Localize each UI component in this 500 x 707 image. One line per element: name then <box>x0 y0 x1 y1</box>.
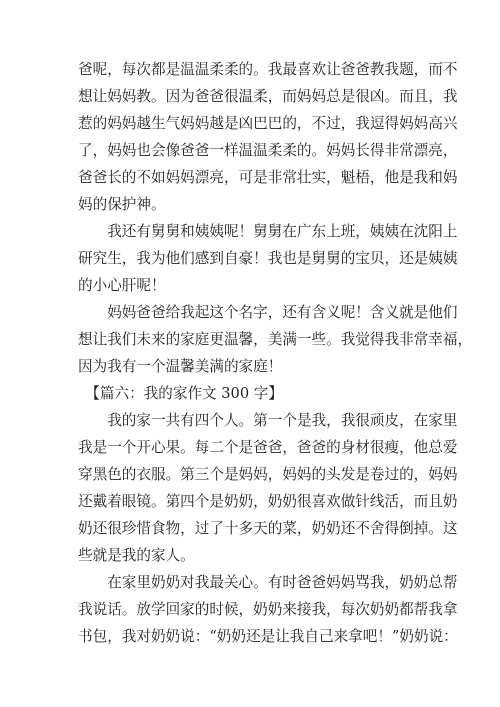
text-line: 妈的保护神。 <box>78 196 166 213</box>
text-line: 因为我有一个温馨美满的家庭！ <box>78 358 283 375</box>
text-line: 妈妈爸爸给我起这个名字，还有含义呢！含义就是他们 <box>78 304 458 321</box>
text-line: 我还有舅舅和姨姨呢！舅舅在广东上班，姨姨在沈阳上 <box>78 223 458 240</box>
text-line: 惹的妈妈越生气妈妈越是凶巴巴的，不过，我逗得妈妈高兴 <box>78 115 458 132</box>
text-line: 研究生，我为他们感到自豪！我也是舅舅的宝贝，还是姨姨 <box>78 250 458 267</box>
text-line: 了，妈妈也会像爸爸一样温温柔柔的。妈妈长得非常漂亮， <box>78 142 458 159</box>
text-line: 想让妈妈教。因为爸爸很温柔，而妈妈总是很凶。而且，我 <box>78 88 458 105</box>
text-line: 穿黑色的衣服。第三个是妈妈，妈妈的头发是卷过的，妈妈 <box>78 466 458 483</box>
text-line: 爸呢，每次都是温温柔柔的。我最喜欢让爸爸教我题，而不 <box>78 61 458 78</box>
paragraph-5 <box>78 569 458 650</box>
text-line: 想让我们未来的家庭更温馨，美满一些。我觉得我非常幸福， <box>78 331 473 348</box>
text-line: 我的家一共有四个人。第一个是我，我很顽皮，在家里 <box>78 412 458 429</box>
paragraph-1 <box>78 56 458 218</box>
text-line: 我是一个开心果。每二个是爸爸，爸爸的身材很瘦，他总爱 <box>78 439 458 456</box>
text-line: 我说话。放学回家的时候，奶奶来接我，每次奶奶都帮我拿 <box>78 601 458 618</box>
text-line: 爸爸长的不如妈妈漂亮，可是非常壮实，魁梧，他是我和妈 <box>78 169 458 186</box>
text-line: 些就是我的家人。 <box>78 547 195 564</box>
paragraph-3 <box>78 299 473 380</box>
text-line: 书包，我对奶奶说：“奶奶还是让我自己来拿吧！”奶奶说： <box>78 628 458 645</box>
paragraph-2 <box>78 218 458 299</box>
paragraph-4 <box>78 407 458 569</box>
text-line: 奶还很珍惜食物，过了十多天的菜，奶奶还不舍得倒掉。这 <box>78 520 458 537</box>
text-line: 的小心肝呢！ <box>78 277 166 294</box>
document-page <box>78 56 473 650</box>
text-line: 在家里奶奶对我最关心。有时爸爸妈妈骂我，奶奶总帮 <box>78 574 458 591</box>
text-line: 还戴着眼镜。第四个是奶奶，奶奶很喜欢做针线活，而且奶 <box>78 493 458 510</box>
section-heading: 【篇六：我的家作文 300 字】 <box>78 385 283 402</box>
